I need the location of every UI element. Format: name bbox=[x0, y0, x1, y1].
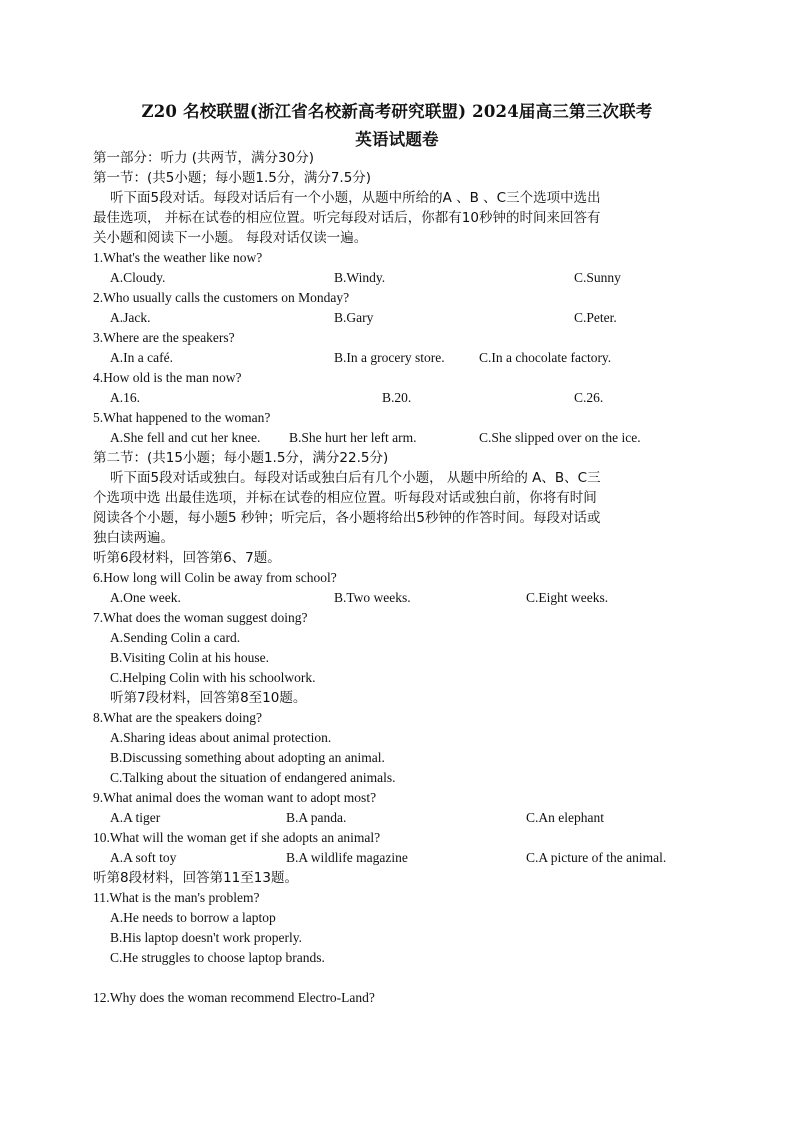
q10-option-b: B.A wildlife magazine bbox=[286, 850, 408, 865]
section2-instruction-line1: 听下面5段对话或独白。每段对话或独白后有几个小题， 从题中所给的 A、B、C三 bbox=[110, 470, 601, 486]
q1-option-a: A.Cloudy. bbox=[110, 270, 166, 285]
section1-instruction-line3: 关小题和阅读下一小题。 每段对话仅读一遍。 bbox=[93, 230, 368, 246]
q10-option-a: A.A soft toy bbox=[110, 850, 177, 865]
q11-option-c: C.He struggles to choose laptop brands. bbox=[110, 950, 325, 965]
q7-option-b: B.Visiting Colin at his house. bbox=[110, 650, 269, 665]
q11-option-b: B.His laptop doesn't work properly. bbox=[110, 930, 303, 945]
exam-subtitle: 英语试题卷 bbox=[355, 130, 439, 149]
q3-option-b: B.In a grocery store. bbox=[334, 350, 445, 365]
q8-option-c: C.Talking about the situation of endangered animals. bbox=[110, 770, 396, 785]
q4-option-b: B.20. bbox=[382, 390, 412, 405]
question-4: 4.How old is the man now? bbox=[93, 370, 242, 385]
section2-heading: 第二节：(共15小题；每小题1.5分，满分22.5分) bbox=[93, 450, 389, 466]
question-3: 3.Where are the speakers? bbox=[93, 330, 235, 345]
q8-option-b: B.Discussing something about adopting an animal. bbox=[110, 750, 385, 765]
q9-option-a: A.A tiger bbox=[110, 810, 161, 825]
section1-instruction-line2: 最佳选项， 并标在试卷的相应位置。听完每段对话后，你都有10秒钟的时间来回答有 bbox=[93, 210, 601, 226]
q5-option-a: A.She fell and cut her knee. bbox=[110, 430, 261, 445]
q1-option-c: C.Sunny bbox=[574, 270, 621, 285]
q2-option-a: A.Jack. bbox=[110, 310, 151, 325]
q11-option-a: A.He needs to borrow a laptop bbox=[110, 910, 276, 925]
q4-option-a: A.16. bbox=[110, 390, 140, 405]
q6-option-b: B.Two weeks. bbox=[334, 590, 411, 605]
section1-instruction-line1: 听下面5段对话。每段对话后有一个小题，从题中所给的A 、B 、C三个选项中选出 bbox=[110, 190, 601, 206]
section2-instruction-line4: 独白读两遍。 bbox=[93, 530, 174, 546]
question-9: 9.What animal does the woman want to adopt most? bbox=[93, 790, 377, 805]
material-6-heading: 听第6段材料，回答第6、7题。 bbox=[93, 550, 281, 566]
question-2: 2.Who usually calls the customers on Monday? bbox=[93, 290, 350, 305]
q4-option-c: C.26. bbox=[574, 390, 604, 405]
q2-option-c: C.Peter. bbox=[574, 310, 617, 325]
question-7: 7.What does the woman suggest doing? bbox=[93, 610, 308, 625]
question-1: 1.What's the weather like now? bbox=[93, 250, 263, 265]
material-8-heading: 听第8段材料，回答第11至13题。 bbox=[93, 870, 298, 886]
part1-heading: 第一部分：听力 (共两节，满分30分) bbox=[93, 150, 315, 166]
q1-option-b: B.Windy. bbox=[334, 270, 386, 285]
q2-option-b: B.Gary bbox=[334, 310, 374, 325]
section2-instruction-line3: 阅读各个小题，每小题5 秒钟；听完后，各小题将给出5秒钟的作答时间。每段对话或 bbox=[93, 510, 601, 526]
exam-title: Z20 名校联盟(浙江省名校新高考研究联盟) 2024届高三第三次联考 bbox=[141, 102, 653, 121]
q9-option-b: B.A panda. bbox=[286, 810, 347, 825]
question-6: 6.How long will Colin be away from school? bbox=[93, 570, 337, 585]
q6-option-a: A.One week. bbox=[110, 590, 181, 605]
q5-option-b: B.She hurt her left arm. bbox=[289, 430, 417, 445]
question-10: 10.What will the woman get if she adopts an animal? bbox=[93, 830, 381, 845]
question-12: 12.Why does the woman recommend Electro-Land? bbox=[93, 990, 375, 1005]
q9-option-c: C.An elephant bbox=[526, 810, 604, 825]
q8-option-a: A.Sharing ideas about animal protection. bbox=[110, 730, 332, 745]
material-7-heading: 听第7段材料，回答第8至10题。 bbox=[110, 690, 307, 706]
q3-option-a: A.In a café. bbox=[110, 350, 173, 365]
section2-instruction-line2: 个选项中选 出最佳选项，并标在试卷的相应位置。听每段对话或独白前，你将有时间 bbox=[93, 490, 597, 506]
q6-option-c: C.Eight weeks. bbox=[526, 590, 609, 605]
q10-option-c: C.A picture of the animal. bbox=[526, 850, 667, 865]
q5-option-c: C.She slipped over on the ice. bbox=[479, 430, 641, 445]
q7-option-c: C.Helping Colin with his schoolwork. bbox=[110, 670, 316, 685]
q3-option-c: C.In a chocolate factory. bbox=[479, 350, 612, 365]
question-5: 5.What happened to the woman? bbox=[93, 410, 271, 425]
question-11: 11.What is the man's problem? bbox=[93, 890, 260, 905]
q7-option-a: A.Sending Colin a card. bbox=[110, 630, 241, 645]
section1-heading: 第一节：(共5小题；每小题1.5分，满分7.5分) bbox=[93, 170, 372, 186]
question-8: 8.What are the speakers doing? bbox=[93, 710, 263, 725]
